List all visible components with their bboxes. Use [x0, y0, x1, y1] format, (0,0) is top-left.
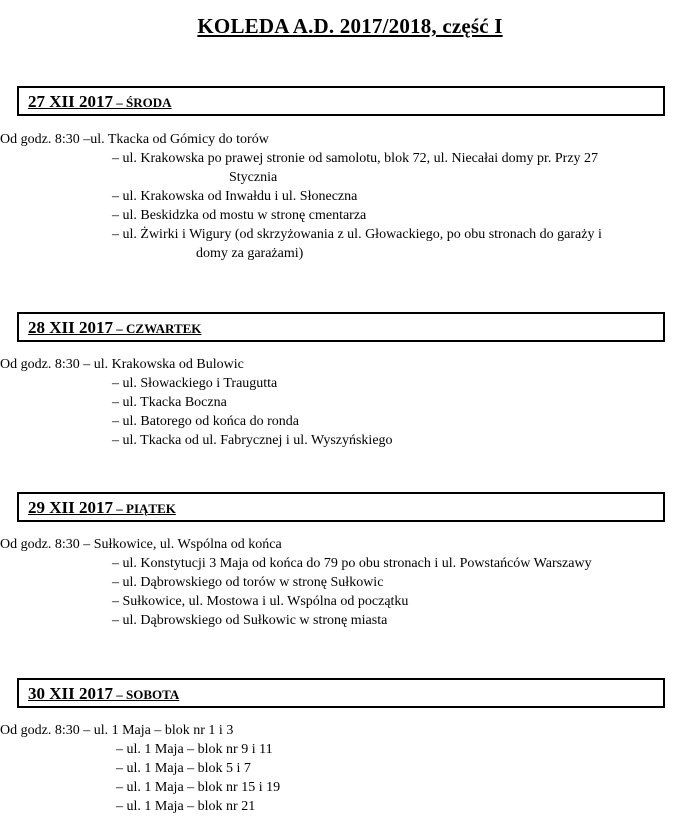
- schedule-line: [0, 721, 700, 740]
- schedule-line: – ul. Tkacka od ul. Fabrycznej i ul. Wyszyńskiego: [112, 433, 393, 448]
- schedule-line: – ul. Krakowska od Inwałdu i ul. Słoneczna: [112, 189, 358, 204]
- schedule-line: – ul. Dąbrowskiego od Sułkowic w stronę miasta: [112, 613, 388, 628]
- schedule-list: [0, 721, 700, 816]
- schedule-line: – ul. Batorego od końca do ronda: [112, 414, 300, 429]
- day-weekday: – ŚRODA: [113, 95, 172, 110]
- schedule-line: [0, 130, 700, 149]
- day-header: [17, 678, 665, 708]
- schedule-line: – ul. Słowackiego i Traugutta: [112, 376, 278, 391]
- schedule-line: – ul. Żwirki i Wigury (od skrzyżowania z ul. Głowackiego, po obu stronach do garaży i: [112, 227, 602, 242]
- schedule-entry: – ul. Krakowska od Bulowic: [83, 357, 244, 372]
- schedule-line: – ul. Beskidzka od mostu w stronę cmentarza: [112, 208, 367, 223]
- day-weekday: – SOBOTA: [113, 687, 180, 702]
- schedule-list: [0, 355, 700, 450]
- time-label: Od godz. 8:30: [0, 723, 80, 738]
- day-date: 30 XII 2017: [28, 684, 114, 703]
- schedule-line: – ul. Krakowska po prawej stronie od samolotu, blok 72, ul. Niecałai domy pr. Przy 27: [112, 151, 599, 166]
- day-date: 27 XII 2017: [28, 92, 114, 111]
- schedule-line: – Sułkowice, ul. Mostowa i ul. Wspólna od początku: [112, 594, 409, 609]
- day-date: 29 XII 2017: [28, 498, 114, 517]
- page-title: KOLEDA A.D. 2017/2018, część I: [197, 14, 503, 38]
- day-date: 28 XII 2017: [28, 318, 114, 337]
- time-label: Od godz. 8:30: [0, 357, 80, 372]
- day-header: [17, 86, 665, 116]
- day-weekday: – CZWARTEK: [113, 321, 202, 336]
- schedule-list: [0, 130, 700, 263]
- schedule-line: – ul. 1 Maja – blok 5 i 7: [116, 761, 251, 776]
- schedule-line: – ul. Dąbrowskiego od torów w stronę Sułkowic: [112, 575, 384, 590]
- time-label: Od godz. 8:30: [0, 132, 80, 147]
- time-label: Od godz. 8:30: [0, 537, 80, 552]
- schedule-line-continuation: domy za garażami): [196, 246, 304, 261]
- schedule-entry: – Sułkowice, ul. Wspólna od końca: [83, 537, 282, 552]
- schedule-line: – ul. 1 Maja – blok nr 21: [116, 799, 256, 814]
- schedule-line: [0, 355, 700, 374]
- schedule-line: [0, 535, 700, 554]
- schedule-line-continuation: Stycznia: [229, 170, 278, 185]
- day-header: [17, 492, 665, 522]
- schedule-list: [0, 535, 700, 630]
- schedule-entry: – ul. 1 Maja – blok nr 1 i 3: [83, 723, 234, 738]
- day-header: [17, 312, 665, 342]
- schedule-entry: –ul. Tkacka od Gómicy do torów: [83, 132, 269, 147]
- schedule-line: – ul. 1 Maja – blok nr 9 i 11: [116, 742, 273, 757]
- schedule-line: – ul. Tkacka Boczna: [112, 395, 227, 410]
- schedule-line: – ul. 1 Maja – blok nr 15 i 19: [116, 780, 281, 795]
- schedule-line: – ul. Konstytucji 3 Maja od końca do 79 po obu stronach i ul. Powstańców Warszawy: [112, 556, 592, 571]
- day-weekday: – PIĄTEK: [113, 501, 176, 516]
